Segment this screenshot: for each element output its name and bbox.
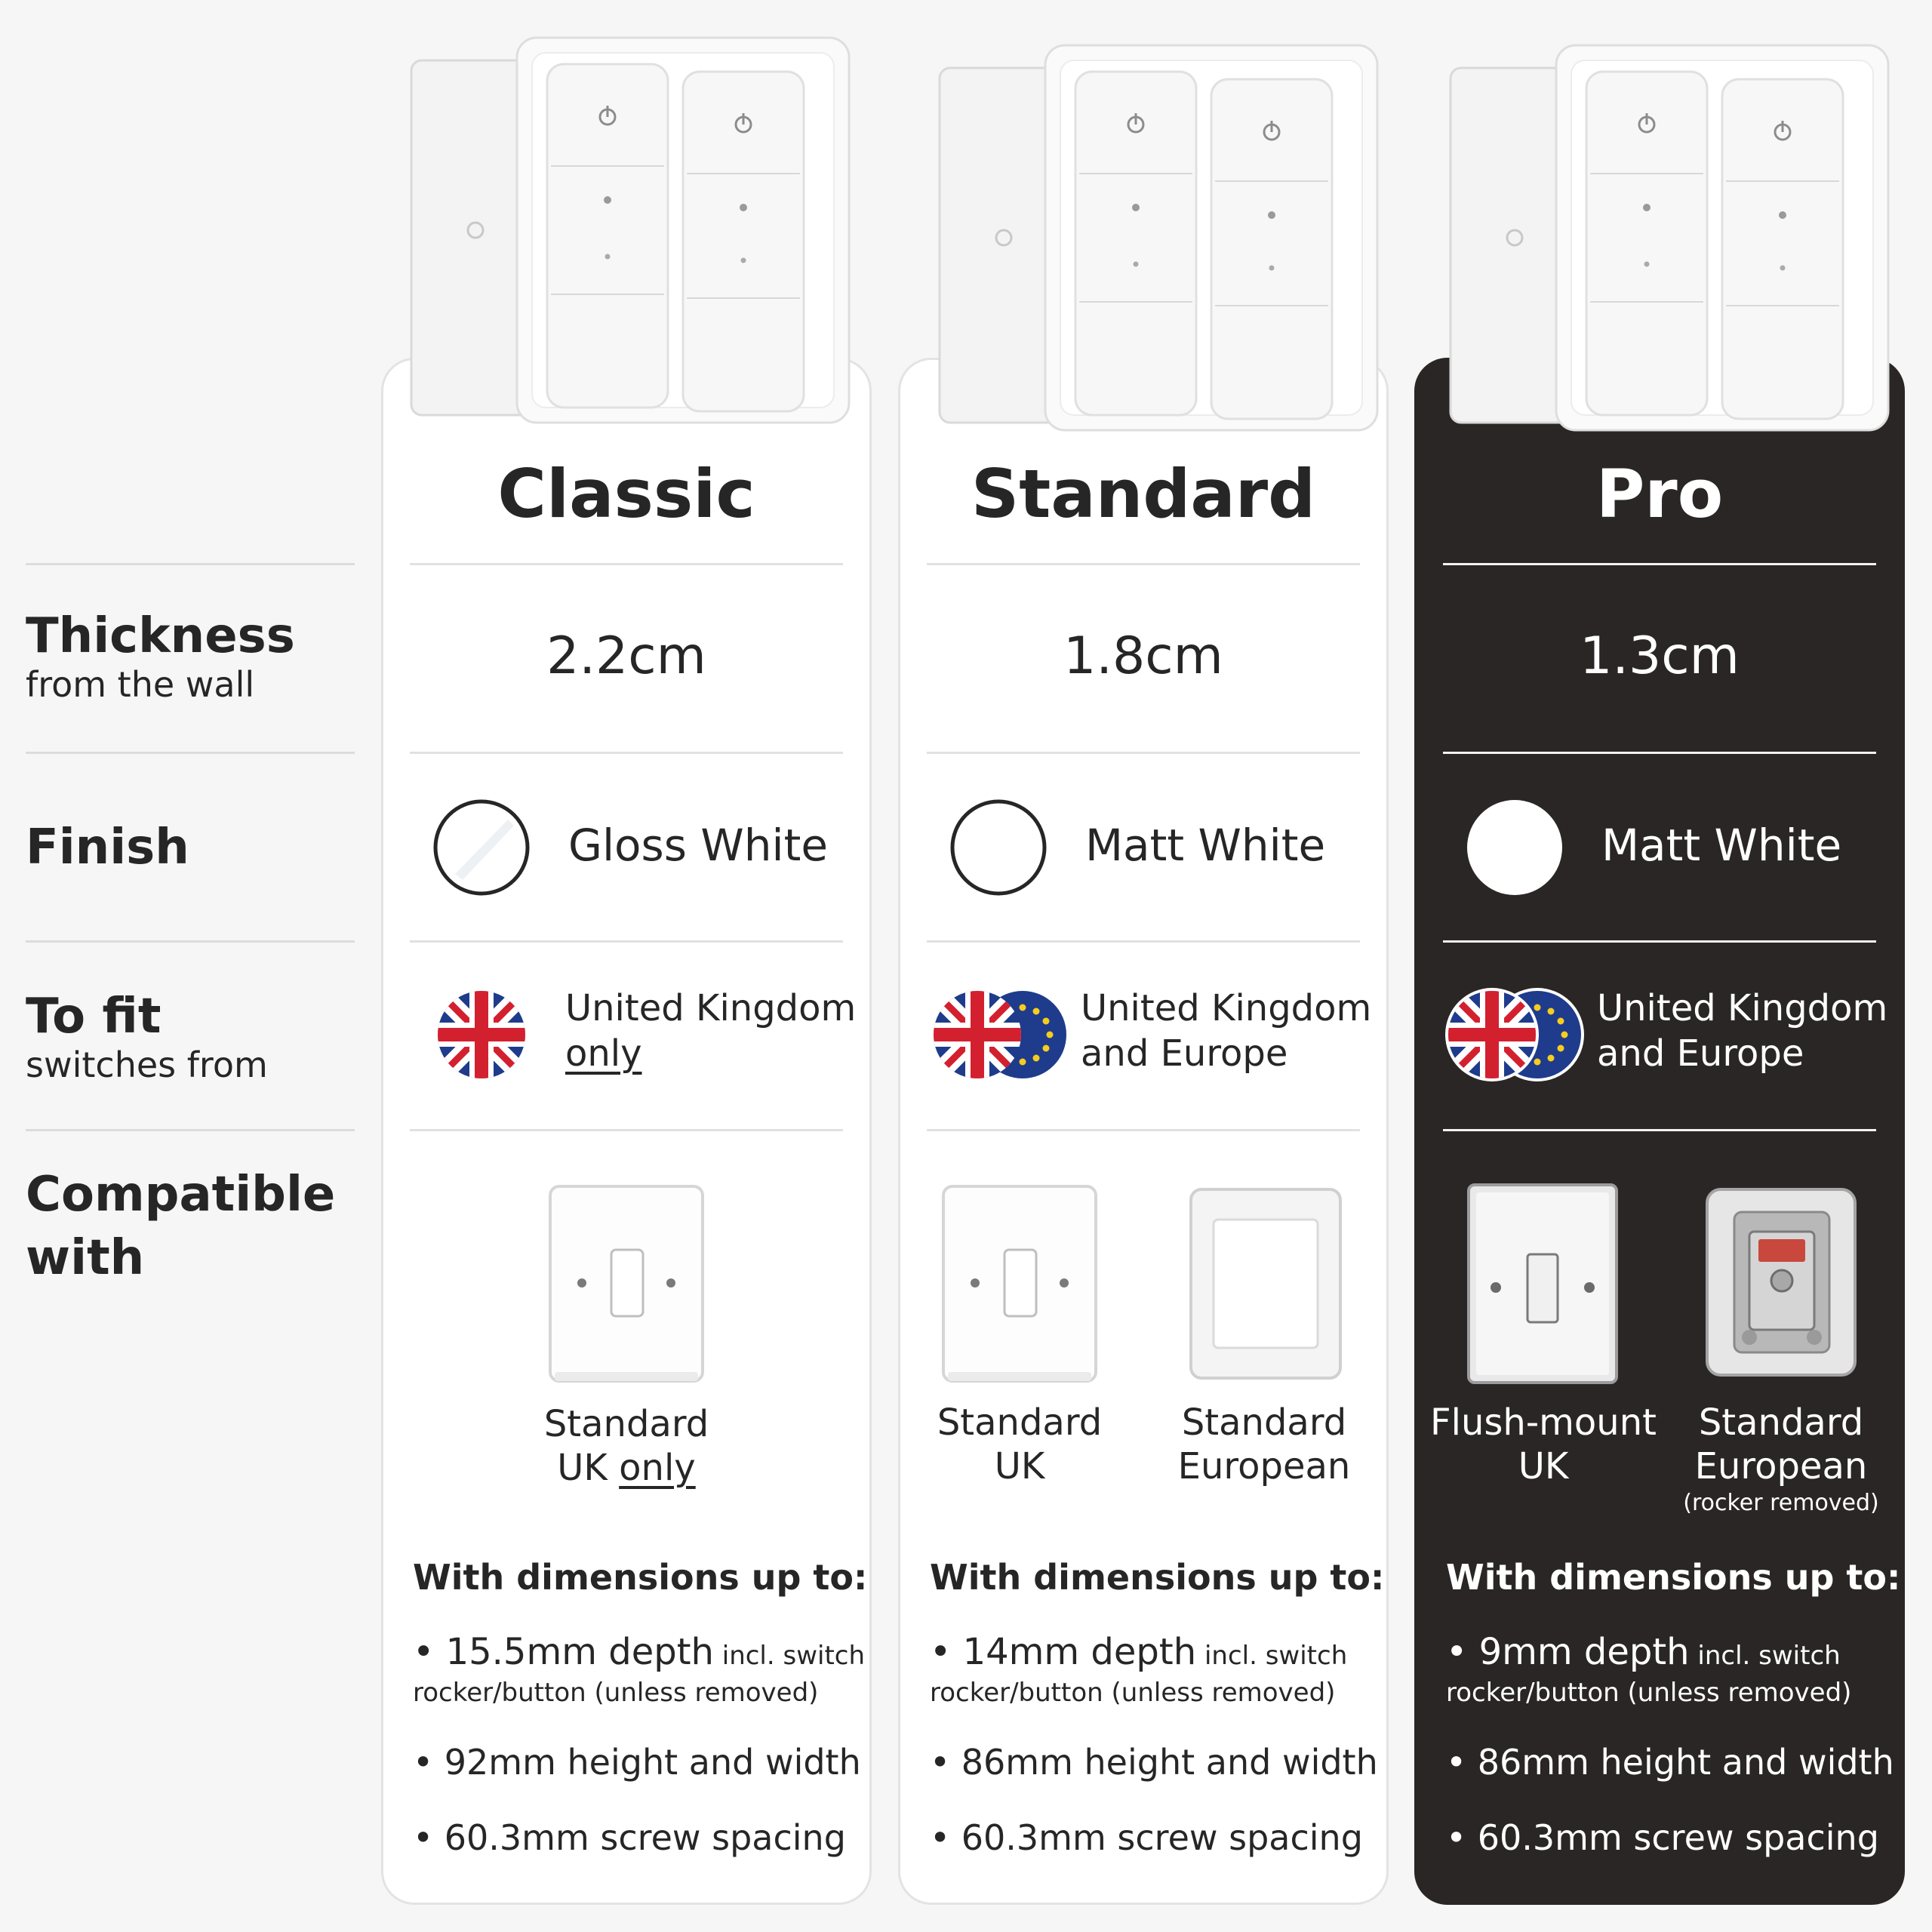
fit-line2-pro: and Europe [1597,1032,1804,1075]
matt-white-swatch [949,798,1048,897]
row-label-to-fit [26,989,358,1085]
dim-depth-main: • 14mm depth [930,1631,1197,1673]
compat-caption-pro-uk [1426,1401,1660,1488]
label-divider [26,752,355,754]
compat-line2: European [1177,1445,1351,1487]
dim-depth-small: incl. switch [1689,1641,1841,1671]
dim-screw-spacing-classic: • 60.3mm screw spacing [413,1817,846,1858]
fit-text-pro [1597,986,1887,1076]
gloss-white-swatch [432,798,531,897]
compat-line2b: only [619,1447,696,1489]
row-divider [410,1129,843,1131]
compat-caption-pro-eu [1668,1401,1894,1518]
thickness-value-pro: 1.3cm [1580,626,1740,686]
dims-heading-standard: With dimensions up to: [930,1557,1385,1598]
compat-line2: UK [1518,1445,1569,1487]
to-fit-label: To fit [26,989,162,1044]
dim-screw-spacing-standard: • 60.3mm screw spacing [930,1817,1363,1858]
uk-switch-image [940,1183,1099,1384]
dims-heading-classic: With dimensions up to: [413,1557,868,1598]
fit-line1-standard: United Kingdom [1081,987,1372,1029]
dim-depth-cont: rocker/button (unless removed) [930,1678,1336,1708]
fit-text-standard [1081,986,1371,1076]
product-title-classic: Classic [497,455,755,533]
dim-screw-spacing-pro: • 60.3mm screw spacing [1446,1817,1879,1858]
compat-line1: Flush-mount [1430,1401,1657,1444]
compat-line1: Standard [937,1401,1103,1444]
dim-depth-small: incl. switch [1196,1641,1348,1671]
compat-caption-standard-eu [1155,1401,1374,1488]
dim-depth-main: • 9mm depth [1446,1631,1690,1673]
finish-label: Finish [26,820,189,875]
column-classic [381,0,872,1932]
compat-line2: UK [994,1445,1045,1487]
fit-text-classic [565,986,856,1076]
finish-text-standard: Matt White [1085,820,1326,871]
row-divider [927,940,1360,943]
row-divider [410,752,843,754]
dims-heading-pro: With dimensions up to: [1446,1557,1901,1598]
flush-mount-uk-switch-image [1466,1182,1620,1386]
dim-height-width-pro: • 86mm height and width [1446,1742,1894,1783]
dim-depth-small: incl. switch [713,1641,866,1671]
product-title-standard: Standard [971,455,1316,533]
row-divider [1443,1129,1876,1131]
to-fit-sublabel: switches from [26,1044,268,1085]
label-divider [26,940,355,943]
row-divider [1443,563,1876,565]
row-divider [1443,940,1876,943]
row-divider [410,940,843,943]
dim-depth-standard [930,1632,1347,1709]
thickness-sublabel: from the wall [26,664,255,705]
thickness-value-classic: 2.2cm [546,626,706,686]
compat-caption-standard-uk [910,1401,1129,1488]
compat-line2: European [1694,1445,1868,1487]
row-divider [927,563,1360,565]
row-label-thickness [26,608,358,705]
dim-depth-main: • 15.5mm depth [413,1631,714,1673]
product-title-pro: Pro [1595,455,1724,533]
fit-line2-classic: only [565,1032,642,1075]
dim-depth-classic [413,1632,865,1709]
row-label-compatible [26,1167,358,1286]
dim-height-width-classic: • 92mm height and width [413,1742,861,1783]
compatible-label-line1: Compatible [26,1167,336,1223]
uk-eu-flags-icon [1443,986,1594,1084]
fit-line2-standard: and Europe [1081,1032,1288,1075]
remote-image-standard [932,38,1385,445]
matt-white-swatch [1466,798,1564,897]
dim-height-width-standard: • 86mm height and width [930,1742,1378,1783]
compat-line1: Standard [1181,1401,1347,1444]
finish-text-classic: Gloss White [568,820,829,871]
fit-line1-classic: United Kingdom [565,987,857,1029]
compat-line2a: UK [557,1447,620,1489]
finish-text-pro: Matt White [1601,820,1842,871]
uk-flag-icon [432,986,583,1084]
row-divider [1443,752,1876,754]
row-divider [410,563,843,565]
remote-image-pro [1443,38,1896,445]
european-switch-mechanism-image [1704,1186,1858,1378]
compat-line1: Standard [543,1403,709,1445]
label-divider [26,1129,355,1131]
uk-eu-flags-icon [928,986,1079,1084]
fit-line1-pro: United Kingdom [1597,987,1888,1029]
compat-line1: Standard [1698,1401,1864,1444]
dim-depth-cont: rocker/button (unless removed) [1446,1678,1852,1708]
label-divider [26,563,355,565]
thickness-label: Thickness [26,608,295,664]
compatible-label-line2: with [26,1230,145,1286]
remote-image-classic [404,30,857,438]
column-standard [898,0,1389,1932]
compat-note: (rocker removed) [1683,1490,1879,1516]
row-label-finish [26,820,358,875]
dim-depth-pro [1446,1632,1851,1709]
thickness-value-standard: 1.8cm [1063,626,1223,686]
compat-caption-classic [494,1402,758,1490]
uk-switch-image [547,1183,706,1384]
european-switch-image [1188,1186,1343,1381]
row-divider [927,1129,1360,1131]
column-pro [1414,0,1905,1932]
dim-depth-cont: rocker/button (unless removed) [413,1678,819,1708]
row-divider [927,752,1360,754]
